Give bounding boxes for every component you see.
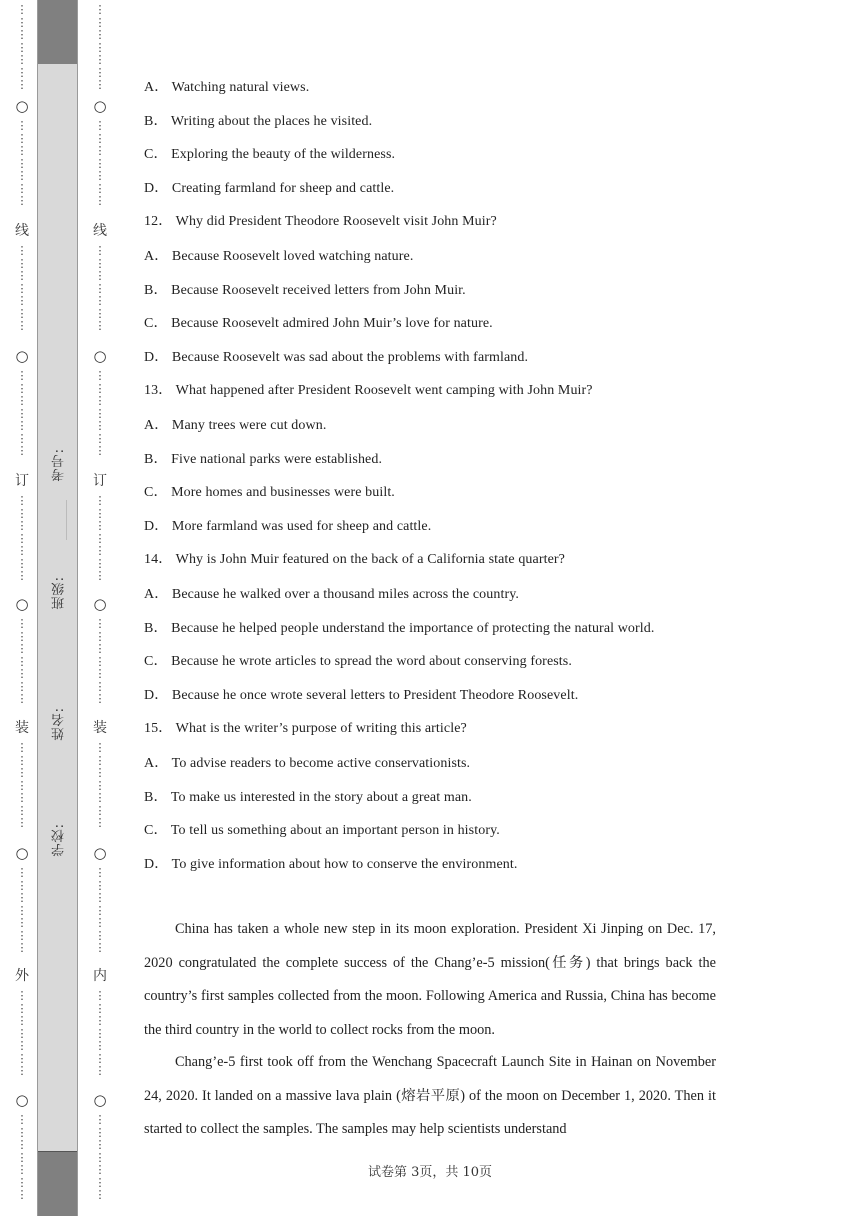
q15-stem: 15． What is the writer’s purpose of writing this article? xyxy=(144,721,467,736)
outer-binding-mark: ○ xyxy=(12,98,32,114)
outer-binding-dots-segment: ⋮ ⋮ ⋮ ⋮ ⋮ ⋮ ⋮ xyxy=(16,3,28,91)
outer-binding-mark: 订 xyxy=(12,473,32,489)
outer-dotted-column xyxy=(12,0,32,1216)
q13-stem: 13． What happened after President Roosevelt went camping with John Muir? xyxy=(144,383,593,398)
outer-binding-dots-segment: ⋮ ⋮ ⋮ ⋮ ⋮ ⋮ ⋮ xyxy=(16,244,28,332)
q14-option-c: C． Because he wrote articles to spread the word about conserving forests. xyxy=(144,654,572,669)
outer-binding-dots-segment: ⋮ ⋮ ⋮ ⋮ ⋮ ⋮ ⋮ xyxy=(16,119,28,207)
q14-option-d: D． Because he once wrote several letters to President Theodore Roosevelt. xyxy=(144,688,579,703)
outer-binding-mark: 外 xyxy=(12,968,32,984)
q11-option-c: C． Exploring the beauty of the wilderness. xyxy=(144,147,396,162)
outer-binding-dots-segment: ⋮ ⋮ ⋮ ⋮ ⋮ ⋮ ⋮ xyxy=(16,989,28,1077)
outer-binding-mark: ○ xyxy=(12,845,32,861)
inner-binding-dots-segment: ⋮ ⋮ ⋮ ⋮ ⋮ ⋮ ⋮ xyxy=(94,741,106,829)
outer-binding-dots-segment: ⋮ ⋮ ⋮ ⋮ ⋮ ⋮ ⋮ xyxy=(16,866,28,954)
q13-option-d: D． More farmland was used for sheep and cattle. xyxy=(144,519,432,534)
q13-option-b: B． Five national parks were established. xyxy=(144,452,383,467)
q15-option-b: B． To make us interested in the story about a great man. xyxy=(144,790,472,805)
q14-option-a: A． Because he walked over a thousand miles across the country. xyxy=(144,587,520,602)
q13-option-c: C． More homes and businesses were built. xyxy=(144,485,395,500)
inner-binding-mark: 订 xyxy=(90,473,110,489)
inner-binding-mark: ○ xyxy=(90,596,110,612)
q15-option-d: D． To give information about how to conserve the environment. xyxy=(144,857,518,872)
school-label: 学校: xyxy=(52,823,67,857)
q12-option-c: C． Because Roosevelt admired John Muir’s love for nature. xyxy=(144,316,493,331)
outer-binding-mark: ○ xyxy=(12,1092,32,1108)
inner-binding-dots-segment: ⋮ ⋮ ⋮ ⋮ ⋮ ⋮ ⋮ xyxy=(94,494,106,582)
outer-binding-dots-segment: ⋮ ⋮ ⋮ ⋮ ⋮ ⋮ ⋮ xyxy=(16,1113,28,1201)
inner-binding-dots-segment: ⋮ ⋮ ⋮ ⋮ ⋮ ⋮ ⋮ xyxy=(94,866,106,954)
outer-binding-dots-segment: ⋮ ⋮ ⋮ ⋮ ⋮ ⋮ ⋮ xyxy=(16,369,28,457)
outer-binding-mark: 线 xyxy=(12,223,32,239)
inner-binding-dots-segment: ⋮ ⋮ ⋮ ⋮ ⋮ ⋮ ⋮ xyxy=(94,1113,106,1201)
passage-paragraph-2: Chang’e-5 first took off from the Wenchang Spacecraft Launch Site in Hainan on November 24, 2020. It landed on a massive lava plain (熔岩平原) of the moon on December 1, 2020. Then it started to collect the samples. The samples may help scientists understand xyxy=(144,1054,716,1137)
outer-binding-dots-segment: ⋮ ⋮ ⋮ ⋮ ⋮ ⋮ ⋮ xyxy=(16,741,28,829)
outer-binding-mark: ○ xyxy=(12,348,32,364)
q12-option-d: D． Because Roosevelt was sad about the problems with farmland. xyxy=(144,350,529,365)
q15-option-c: C． To tell us something about an important person in history. xyxy=(144,823,500,838)
q12-option-b: B． Because Roosevelt received letters from John Muir. xyxy=(144,283,466,298)
inner-binding-mark: 装 xyxy=(90,720,110,736)
binding-top-block xyxy=(38,0,77,64)
inner-binding-dots-segment: ⋮ ⋮ ⋮ ⋮ ⋮ ⋮ ⋮ xyxy=(94,617,106,705)
exam-number-label: 考号: xyxy=(52,448,67,482)
q14-stem: 14． Why is John Muir featured on the back of a California state quarter? xyxy=(144,552,565,567)
inner-binding-mark: ○ xyxy=(90,98,110,114)
q15-option-a: A． To advise readers to become active conservationists. xyxy=(144,756,471,771)
inner-binding-mark: 内 xyxy=(90,968,110,984)
class-label: 班级: xyxy=(52,576,67,610)
inner-binding-mark: ○ xyxy=(90,348,110,364)
inner-dotted-column xyxy=(90,0,110,1216)
inner-binding-dots-segment: ⋮ ⋮ ⋮ ⋮ ⋮ ⋮ ⋮ xyxy=(94,119,106,207)
exam-number-line xyxy=(66,500,67,540)
name-label: 姓名: xyxy=(52,707,67,741)
inner-binding-strip xyxy=(78,0,118,1216)
outer-binding-strip xyxy=(0,0,37,1216)
inner-binding-mark: ○ xyxy=(90,845,110,861)
q12-stem: 12． Why did President Theodore Roosevelt visit John Muir? xyxy=(144,214,497,229)
inner-binding-mark: ○ xyxy=(90,1092,110,1108)
inner-binding-dots-segment: ⋮ ⋮ ⋮ ⋮ ⋮ ⋮ ⋮ xyxy=(94,989,106,1077)
passage-paragraph-1: China has taken a whole new step in its moon exploration. President Xi Jinping on Dec. 17, 2020 congratulated the complete success of the Chang’e-5 mission(任务) that brings back the country’s first samples collected from the moon. Following America and Russia, China has become the third country in the world to collect rocks from the moon. xyxy=(144,921,716,1038)
q14-option-b: B． Because he helped people understand the importance of protecting the natural world. xyxy=(144,621,655,636)
inner-binding-mark: 线 xyxy=(90,223,110,239)
outer-binding-mark: ○ xyxy=(12,596,32,612)
outer-binding-dots-segment: ⋮ ⋮ ⋮ ⋮ ⋮ ⋮ ⋮ xyxy=(16,494,28,582)
outer-binding-mark: 装 xyxy=(12,720,32,736)
q13-option-a: A． Many trees were cut down. xyxy=(144,418,327,433)
q12-option-a: A． Because Roosevelt loved watching nature. xyxy=(144,249,414,264)
inner-binding-dots-segment: ⋮ ⋮ ⋮ ⋮ ⋮ ⋮ ⋮ xyxy=(94,3,106,91)
inner-binding-dots-segment: ⋮ ⋮ ⋮ ⋮ ⋮ ⋮ ⋮ xyxy=(94,369,106,457)
q11-option-d: D． Creating farmland for sheep and cattle. xyxy=(144,181,395,196)
q11-option-b: B． Writing about the places he visited. xyxy=(144,114,373,129)
outer-binding-dots-segment: ⋮ ⋮ ⋮ ⋮ ⋮ ⋮ ⋮ xyxy=(16,617,28,705)
q11-option-a: A． Watching natural views. xyxy=(144,80,310,95)
page-footer: 试卷第 3页，共 10页 xyxy=(367,1165,493,1180)
inner-binding-dots-segment: ⋮ ⋮ ⋮ ⋮ ⋮ ⋮ ⋮ xyxy=(94,244,106,332)
